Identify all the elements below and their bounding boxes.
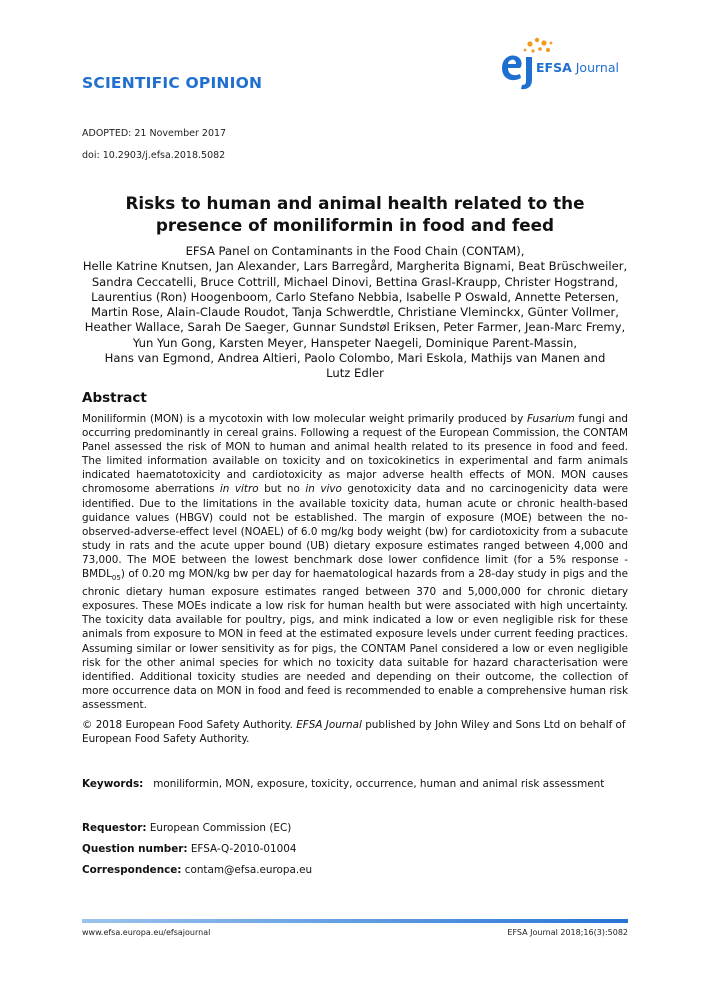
logo-text: EFSA Journal	[536, 60, 619, 75]
author-list	[82, 244, 628, 382]
adopted-date: ADOPTED: 21 November 2017	[82, 128, 227, 139]
author-line: Lutz Edler	[326, 366, 384, 381]
copyright-notice: © 2018 European Food Safety Authority. EFSA Journal published by John Wiley and Sons Ltd on behalf of European Food Safety Authority.	[82, 719, 626, 746]
doi[interactable]: doi: 10.2903/j.efsa.2018.5082	[82, 150, 226, 161]
section-label: SCIENTIFIC OPINION	[82, 74, 263, 92]
author-line: Heather Wallace, Sarah De Saeger, Gunnar Sundstøl Eriksen, Peter Farmer, Jean-Marc Fremy,	[84, 320, 626, 335]
author-line: Laurentius (Ron) Hoogenboom, Carlo Stefano Nebbia, Isabelle P Oswald, Annette Petersen,	[91, 289, 619, 304]
abstract-text: Moniliformin (MON) is a mycotoxin with low molecular weight primarily produced by Fusarium fungi and occurring predominantly in cereal grains. Following a request of the European Commission, the CONTAM Panel assessed the risk of MON to human and animal health related to its presence in food and feed. The limited information available on toxicity and on toxicokinetics in experimental and farm animals indicated haematotoxicity and cardiotoxicity as major adverse health effects of MON. MON causes chromosome aberrations in vitro but no in vivo genotoxicity data and no carcinogenicity data were identified. Due to the limitations in the available toxicity data, human acute or chronic health-based guidance values (HBGV) could not be established. The margin of exposure (MOE) between the no-observed-adverse-effect level (NOAEL) of 6.0 mg/kg body weight (bw) for cardiotoxicity from a subacute study in rats and the acute upper bound (UB) dietary exposure estimates ranged between 4,000 and 73,000. The MOE between the lowest benchmark dose lower confidence limit (for a 5% response - $BMDL_{05}$) of 0.20 mg MON/kg bw per day for haematological hazards from a 28-day study in pigs and the chronic dietary human exposure estimates ranged between 370 and 5,000,000 for chronic dietary exposures. These MOEs indicate a low risk for human health but were associated with high uncertainty. The toxicity data available for poultry, pigs, and mink indicated a low or even negligible risk for these animals from exposure to MON in feed at the estimated exposure levels under current feeding practices. Assuming similar or lower sensitivity as for pigs, the CONTAM Panel considered a low or even negligible risk for the other animal species for which no toxicity data suitable for hazard characterisation were identified. Additional toxicity studies are needed and depending on their outcome, the collection of more occurrence data on MON in food and feed is recommended to enable a comprehensive human risk assessment.	[82, 413, 628, 711]
logo-ej-icon	[502, 56, 532, 90]
footer-citation: EFSA Journal 2018;16(3):5082	[507, 928, 628, 937]
question-number: Question number: EFSA-Q-2010-01004	[82, 843, 297, 855]
requestor: Requestor: European Commission (EC)	[82, 822, 292, 834]
article-title: Risks to human and animal health related to the presence of moniliformin in food and feed	[125, 193, 585, 235]
author-line: EFSA Panel on Contaminants in the Food Chain (CONTAM),	[185, 244, 525, 258]
author-line: Martin Rose, Alain-Claude Roudot, Tanja Schwerdtle, Christiane Vleminckx, Günter Vollmer,	[91, 305, 619, 320]
author-line: Hans van Egmond, Andrea Altieri, Paolo Colombo, Mari Eskola, Mathijs van Manen and	[104, 351, 606, 366]
author-line: Yun Yun Gong, Karsten Meyer, Hanspeter Naegeli, Dominique Parent-Massin,	[132, 335, 578, 350]
footer-website-link[interactable]: www.efsa.europa.eu/efsajournal	[82, 928, 211, 937]
correspondence: Correspondence: contam@efsa.europa.eu	[82, 864, 313, 876]
author-line: Sandra Ceccatelli, Bruce Cottrill, Michael Dinovi, Bettina Grasl-Kraupp, Christer Hogstrand,	[91, 274, 619, 289]
footer-divider	[82, 919, 628, 923]
correspondence-email[interactable]: contam@efsa.europa.eu	[184, 864, 313, 876]
abstract-heading: Abstract	[82, 390, 147, 406]
logo-stars-icon	[524, 38, 553, 53]
keywords: Keywords: moniliformin, MON, exposure, toxicity, occurrence, human and animal risk assessment	[82, 778, 605, 790]
author-line: Helle Katrine Knutsen, Jan Alexander, Lars Barregård, Margherita Bignami, Beat Brüschweiler,	[82, 259, 628, 274]
